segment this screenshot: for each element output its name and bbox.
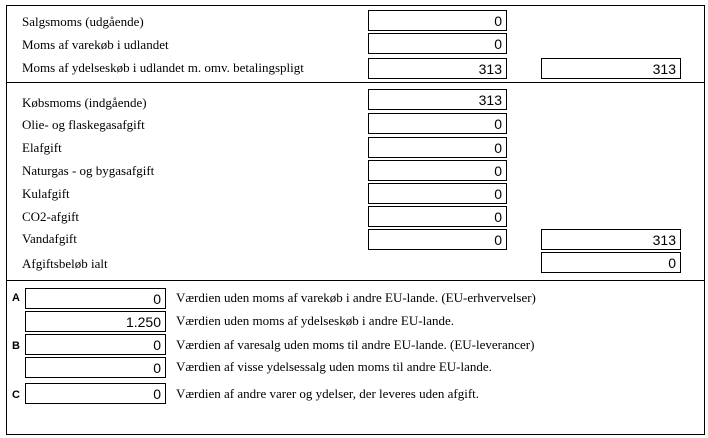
foreign-services-vat-field[interactable]: 313	[368, 58, 507, 79]
section-divider-1	[6, 82, 705, 83]
co2-tax-field[interactable]: 0	[368, 206, 507, 227]
eu-goods-purchases-label: Værdien uden moms af varekøb i andre EU-lande. (EU-erhvervelser)	[176, 290, 536, 305]
marker-b: B	[12, 340, 20, 352]
co2-tax-label: CO2-afgift	[22, 209, 80, 224]
marker-a: A	[12, 292, 20, 304]
output-vat-label: Salgsmoms (udgående)	[22, 14, 144, 29]
input-vat-field[interactable]: 313	[368, 89, 507, 110]
section-divider-2	[6, 280, 705, 281]
eu-goods-purchases-field[interactable]: 0	[25, 288, 166, 309]
duty-free-supplies-label: Værdien af andre varer og ydelser, der leveres uden afgift.	[176, 386, 480, 401]
output-subtotal-field[interactable]: 313	[541, 58, 681, 79]
natural-gas-tax-label: Naturgas - og bygasafgift	[22, 163, 155, 178]
duty-free-supplies-field[interactable]: 0	[25, 383, 166, 404]
oil-gas-tax-label: Olie- og flaskegasafgift	[22, 117, 145, 132]
eu-services-sales-label: Værdien af visse ydelsessalg uden moms til andre EU-lande.	[176, 359, 492, 374]
eu-services-purchases-field[interactable]: 1.250	[25, 311, 166, 332]
oil-gas-tax-field[interactable]: 0	[368, 113, 507, 134]
coal-tax-label: Kulafgift	[22, 186, 70, 201]
electricity-tax-label: Elafgift	[22, 140, 62, 155]
eu-goods-sales-field[interactable]: 0	[25, 334, 166, 355]
total-duty-label: Afgiftsbeløb ialt	[22, 256, 108, 271]
input-vat-label: Købsmoms (indgående)	[22, 95, 147, 110]
marker-c: C	[12, 389, 20, 401]
water-tax-field[interactable]: 0	[368, 229, 507, 250]
electricity-tax-field[interactable]: 0	[368, 137, 507, 158]
eu-services-sales-field[interactable]: 0	[25, 357, 166, 378]
input-subtotal-field[interactable]: 313	[541, 229, 681, 250]
foreign-services-vat-label: Moms af ydelseskøb i udlandet m. omv. betalingspligt	[22, 60, 304, 75]
total-duty-field[interactable]: 0	[541, 252, 681, 273]
natural-gas-tax-field[interactable]: 0	[368, 160, 507, 181]
foreign-goods-vat-field[interactable]: 0	[368, 33, 507, 54]
eu-services-purchases-label: Værdien uden moms af ydelseskøb i andre EU-lande.	[176, 313, 454, 328]
foreign-goods-vat-label: Moms af varekøb i udlandet	[22, 37, 169, 52]
water-tax-label: Vandafgift	[22, 231, 77, 246]
output-vat-field[interactable]: 0	[368, 10, 507, 31]
coal-tax-field[interactable]: 0	[368, 183, 507, 204]
eu-goods-sales-label: Værdien af varesalg uden moms til andre EU-lande. (EU-leverancer)	[176, 337, 535, 352]
